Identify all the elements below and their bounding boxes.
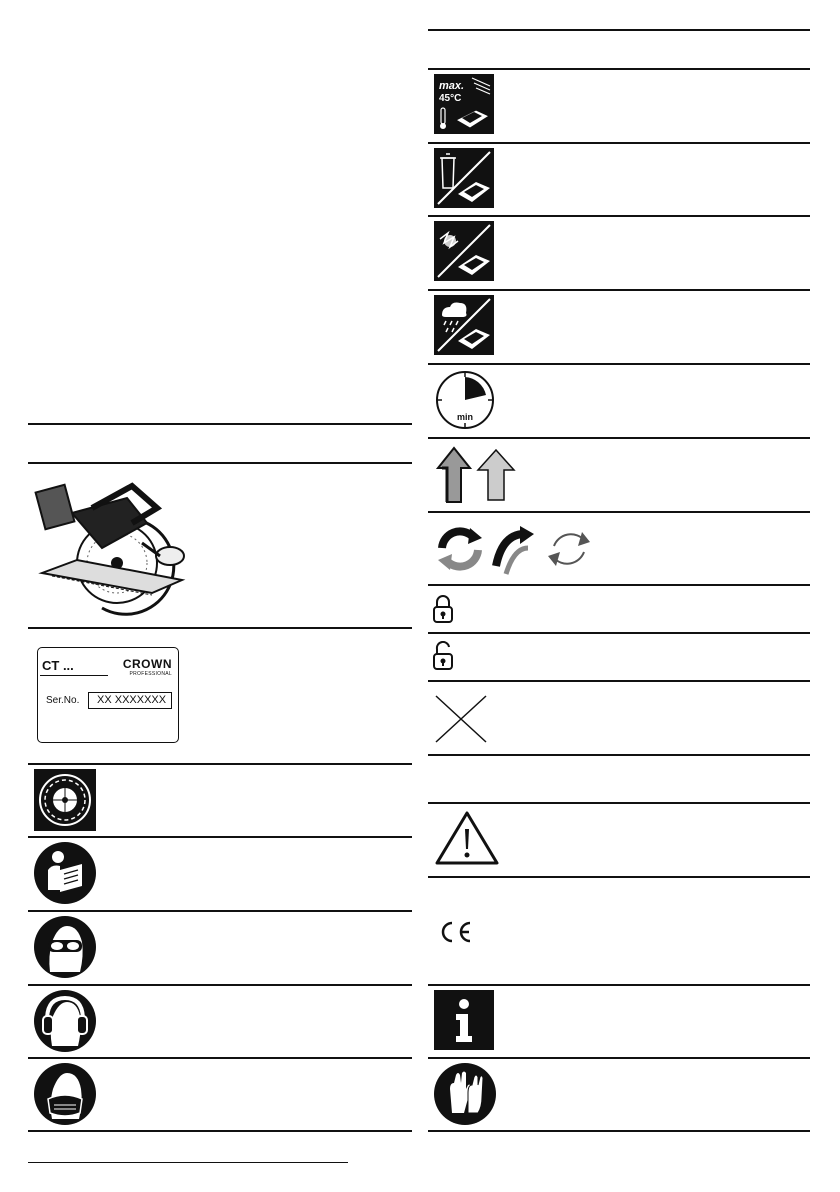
read-manual-icon: [34, 842, 96, 904]
max-temp-line1: max.: [439, 80, 465, 92]
divider: [428, 215, 810, 217]
lock-icon: [432, 594, 454, 624]
warning-triangle-icon: [434, 809, 500, 867]
unlock-icon: [432, 641, 454, 671]
ce-mark-icon: [436, 920, 474, 944]
max-temp-line2: 45°C: [439, 93, 462, 104]
divider: [428, 1057, 810, 1059]
label-plate-brand: CROWN: [122, 657, 172, 671]
cross-icon: [434, 694, 488, 744]
divider: [28, 627, 412, 629]
timer-unit: min: [456, 412, 474, 422]
rotation-arrows-icon: [432, 518, 592, 578]
label-plate: [37, 647, 179, 743]
arrows-up-icon: [434, 444, 520, 506]
divider: [428, 584, 810, 586]
label-plate-serial-label: Ser.No.: [46, 695, 80, 706]
timer-icon: [434, 369, 496, 431]
no-rain-icon: [434, 295, 494, 355]
label-plate-serial-value: XX XXXXXXX: [97, 694, 167, 706]
divider: [428, 876, 810, 878]
divider: [28, 910, 412, 912]
label-plate-model-underline: [40, 675, 108, 676]
saw-blade-icon: [34, 769, 96, 831]
eye-protection-icon: [34, 916, 96, 978]
divider: [428, 1130, 810, 1132]
gloves-icon: [434, 1063, 496, 1125]
divider: [28, 462, 412, 464]
divider: [28, 836, 412, 838]
divider: [428, 437, 810, 439]
divider: [428, 632, 810, 634]
label-plate-model: CT ...: [42, 658, 74, 673]
divider: [428, 680, 810, 682]
divider: [28, 423, 412, 425]
divider: [28, 763, 412, 765]
label-plate-brand-sub: PROFESSIONAL: [129, 671, 172, 677]
divider: [428, 754, 810, 756]
divider: [28, 984, 412, 986]
divider: [28, 1057, 412, 1059]
divider: [428, 29, 810, 31]
footer-line: [28, 1162, 348, 1163]
no-fire-icon: [434, 221, 494, 281]
divider: [28, 1130, 412, 1132]
divider: [428, 802, 810, 804]
info-icon: [434, 990, 494, 1050]
no-disposal-icon: [434, 148, 494, 208]
divider: [428, 363, 810, 365]
label-plate-serial-box: [88, 692, 172, 709]
divider: [428, 984, 810, 986]
circular-saw-illustration: [32, 468, 192, 618]
divider: [428, 511, 810, 513]
dust-mask-icon: [34, 1063, 96, 1125]
divider: [428, 68, 810, 70]
divider: [428, 142, 810, 144]
max-temperature-icon: [434, 74, 494, 134]
ear-protection-icon: [34, 990, 96, 1052]
divider: [428, 289, 810, 291]
